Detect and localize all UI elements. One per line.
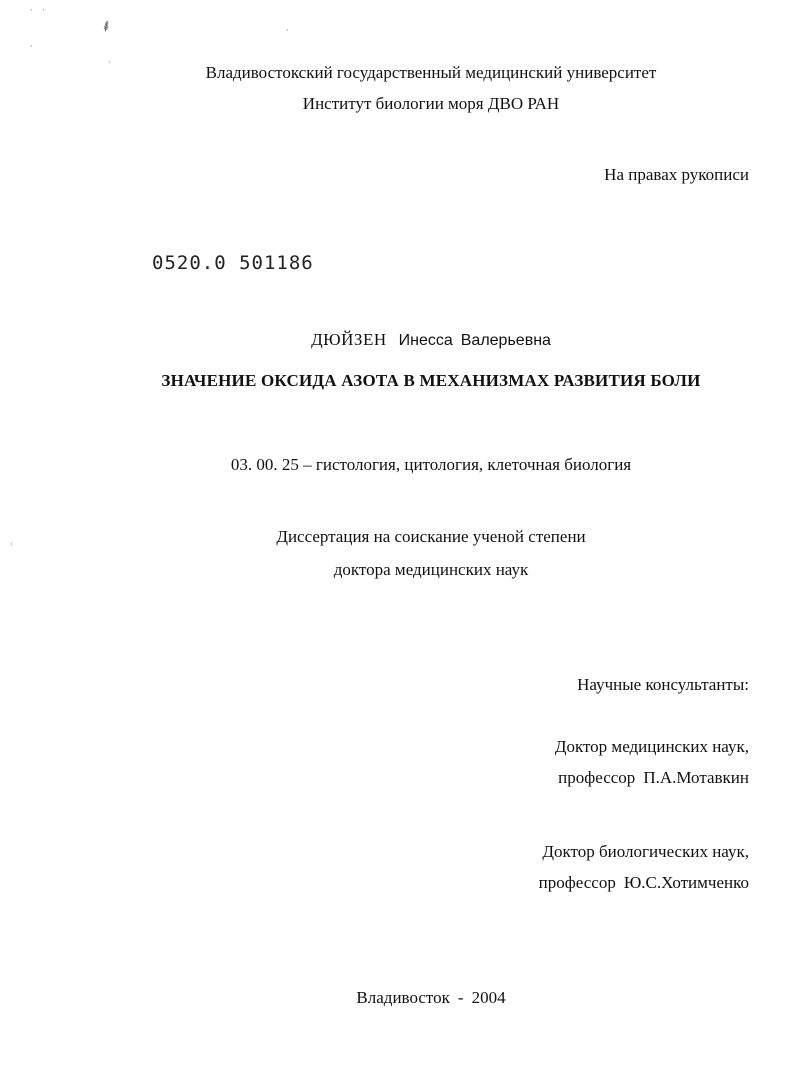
footer-city: Владивосток [356, 988, 450, 1007]
author-name: Инесса [398, 332, 453, 349]
consultant-1-rank: профессор [558, 768, 636, 787]
scan-speck: · [286, 26, 289, 35]
scan-speck: · [108, 58, 111, 67]
author-surname: ДЮЙЗЕН [311, 330, 387, 349]
scan-speck: · [30, 42, 33, 51]
institute-name: Институт биологии моря ДВО РАН [302, 94, 560, 113]
footer-year: 2004 [471, 988, 506, 1007]
scan-speck: · [10, 540, 13, 549]
consultant-2-rank: профессор [538, 873, 616, 892]
author-line [0, 330, 792, 351]
footer-line [0, 988, 792, 1008]
scan-speck: · [42, 6, 45, 15]
consultant-2-degree: Доктор биологических наук, [542, 842, 749, 861]
university-name: Владивостокский государственный медицинский университет [205, 63, 657, 82]
dissertation-title: ЗНАЧЕНИЕ ОКСИДА АЗОТА В МЕХАНИЗМАХ РАЗВИТИЯ БОЛИ [161, 371, 701, 390]
consultant-1-name: П.А.Мотавкин [643, 768, 749, 787]
footer-separator: - [457, 988, 464, 1007]
dissertation-degree-line1: Диссертация на соискание ученой степени [276, 527, 586, 546]
author-patronymic: Валерьевна [460, 332, 551, 349]
dissertation-degree-line2: доктора медицинских наук [333, 560, 529, 579]
archive-number: 0520.0 501186 [152, 252, 314, 274]
scan-mark: ⸙ [97, 14, 116, 37]
consultant-2-name: Ю.С.Хотимченко [623, 873, 749, 892]
specialty-code: 03. 00. 25 – гистология, цитология, клеточная биология [230, 455, 632, 474]
manuscript-note: На правах рукописи [604, 165, 749, 184]
consultant-1-name-line [558, 768, 749, 788]
consultants-heading: Научные консультанты: [577, 675, 749, 694]
scan-speck: · [30, 6, 33, 15]
consultant-2-name-line [539, 873, 749, 893]
consultant-1-degree: Доктор медицинских наук, [554, 737, 749, 756]
